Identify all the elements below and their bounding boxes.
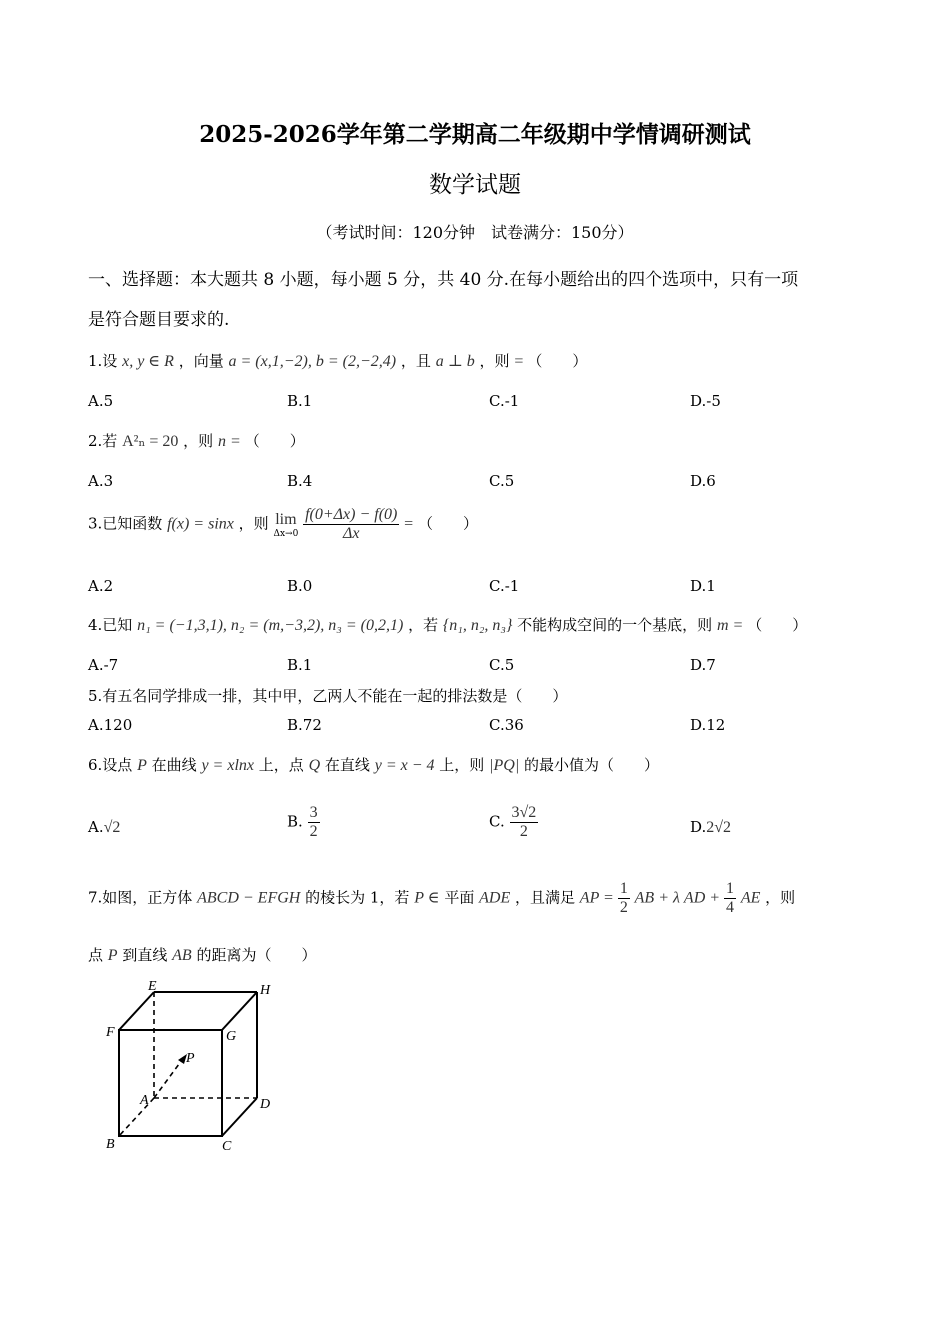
cube-figure bbox=[100, 980, 290, 1155]
exam-info: （考试时间：120分钟 试卷满分：150分） bbox=[316, 223, 634, 242]
q5-option-b: B.72 bbox=[287, 716, 322, 734]
q1-option-d: D.-5 bbox=[690, 392, 721, 410]
label-H: H bbox=[260, 983, 271, 998]
q1-option-a: A.5 bbox=[88, 392, 114, 410]
question-6: 6.设点 P 在曲线 y = xlnx 上，点 Q 在直线 y = x − 4 上，则 |PQ| 的最小值为（ ） bbox=[88, 756, 660, 774]
label-D: D bbox=[260, 1097, 271, 1112]
question-7-line2: 点 P 到直线 AB 的距离为（ ） bbox=[88, 946, 317, 964]
question-3: 3.已知函数 f(x) = sinx ，则 lim Δx→0 $\frac{f(0+\Delta x) - f(0)}{\Delta x}$ = （ ） bbox=[88, 506, 478, 542]
q1-option-c: C.-1 bbox=[489, 392, 520, 410]
q6-option-a: A.√2 bbox=[88, 818, 121, 836]
q6-option-d: D.2√2 bbox=[690, 818, 732, 836]
q2-option-a: A.3 bbox=[88, 472, 114, 490]
q3-option-b: B.0 bbox=[287, 577, 313, 595]
q6-option-c: C. $\frac{3√2}{2}$ bbox=[489, 804, 537, 840]
label-C: C bbox=[222, 1139, 232, 1154]
label-E: E bbox=[148, 980, 157, 994]
q4-option-c: C.5 bbox=[489, 656, 515, 674]
q3-option-c: C.-1 bbox=[489, 577, 520, 595]
question-7-line1: 7.如图，正方体 ABCD − EFGH 的棱长为 1，若 P ∈ 平面 ADE ，且满足 AP = $\frac{1}{2}$ AB + λ AD + $\frac{1}{4}$ AE ，则 bbox=[88, 880, 796, 916]
q5-option-c: C.36 bbox=[489, 716, 524, 734]
question-5: 5.有五名同学排成一排，其中甲，乙两人不能在一起的排法数是（ ） bbox=[88, 687, 568, 705]
q1-option-b: B.1 bbox=[287, 392, 313, 410]
label-A: A bbox=[140, 1093, 149, 1108]
q2-option-b: B.4 bbox=[287, 472, 313, 490]
edge-CD bbox=[222, 1098, 257, 1136]
label-B: B bbox=[106, 1137, 115, 1152]
vector-AP bbox=[154, 1060, 182, 1098]
question-2: 2.若 A²ₙ = 20 ，则 n = （ ） bbox=[88, 432, 305, 450]
q6-option-b: B. $\frac{3}{2}$ bbox=[287, 804, 318, 840]
section-heading-line1: 一、选择题：本大题共 8 小题，每小题 5 分，共 40 分.在每小题给出的四个选项中，只有一项 bbox=[88, 270, 799, 290]
edge-AB-hidden bbox=[119, 1098, 154, 1136]
q4-option-a: A.-7 bbox=[88, 656, 119, 674]
limit: lim Δx→0 bbox=[273, 510, 299, 539]
edge-FE bbox=[119, 992, 154, 1030]
label-P: P bbox=[186, 1051, 195, 1066]
question-1: 1.设 x, y ∈ R ，向量 a = (x,1,−2), b = (2,−2,4) ，且 a ⊥ b ，则 = （ ） bbox=[88, 352, 588, 370]
label-F: F bbox=[106, 1025, 115, 1040]
q5-option-a: A.120 bbox=[88, 716, 133, 734]
q3-option-d: D.1 bbox=[690, 577, 716, 595]
q2-option-c: C.5 bbox=[489, 472, 515, 490]
exam-title: 2025-2026学年第二学期高二年级期中学情调研测试 bbox=[199, 121, 751, 148]
edge-GH bbox=[222, 992, 257, 1030]
question-4: 4.已知 n₁ = (−1,3,1), n₂ = (m,−3,2), n₃ = (0,2,1) ，若 {n₁, n₂, n₃} 不能构成空间的一个基底，则 m = （ ） bbox=[88, 616, 808, 634]
q3-option-a: A.2 bbox=[88, 577, 114, 595]
difference-quotient: $\frac{f(0+\Delta x) - f(0)}{\Delta x}$ bbox=[305, 506, 398, 542]
q2-option-d: D.6 bbox=[690, 472, 716, 490]
q4-option-b: B.1 bbox=[287, 656, 313, 674]
label-G: G bbox=[226, 1029, 237, 1044]
q5-option-d: D.12 bbox=[690, 716, 726, 734]
q4-option-d: D.7 bbox=[690, 656, 716, 674]
exam-subtitle: 数学试题 bbox=[429, 172, 521, 198]
section-heading-line2: 是符合题目要求的. bbox=[88, 310, 230, 330]
